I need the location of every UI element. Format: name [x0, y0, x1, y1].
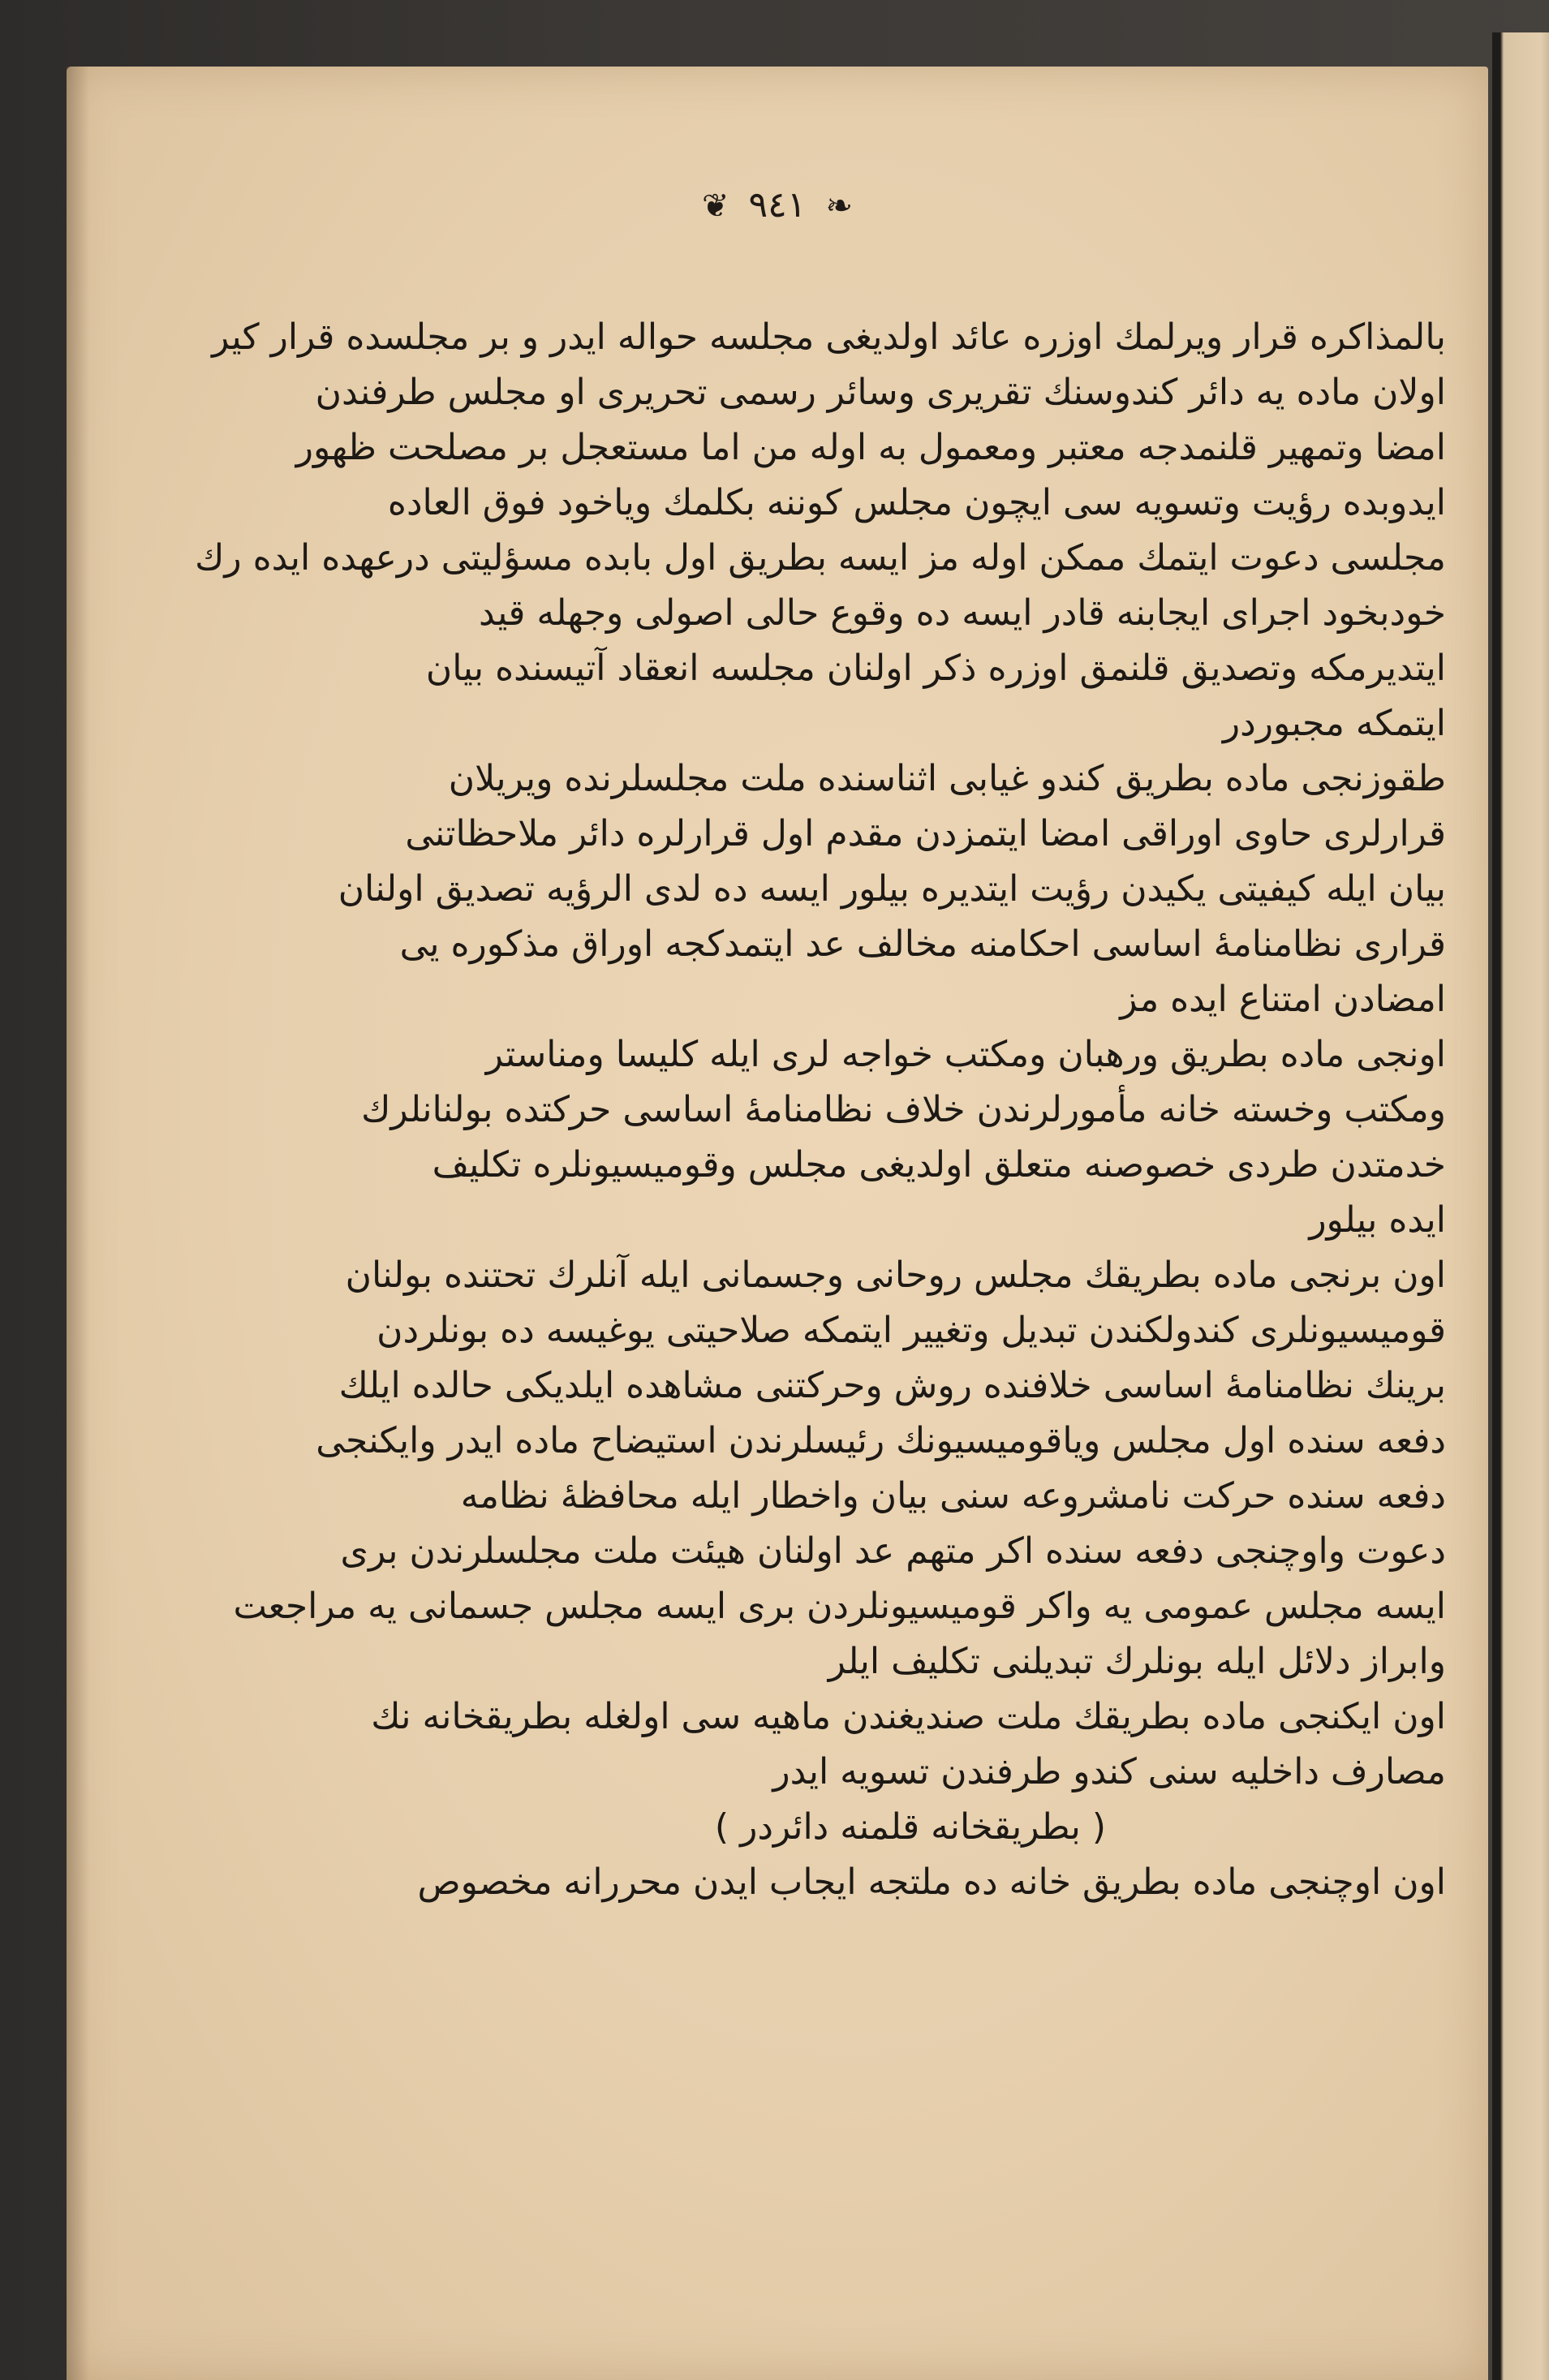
article-heading-line: اون ایکنجی ماده بطریقك ملت صندیغندن ماهیه سی اولغله بطریقخانه نك: [371, 1696, 1446, 1737]
text-line: ومکتب وخسته خانه مأمورلرندن خلاف نظامنامهٔ اساسی حرکتده بولنانلرك: [361, 1089, 1446, 1130]
page-header: [67, 184, 1488, 226]
text-line: مصارف داخلیه سنی کندو طرفندن تسویه ایدر: [772, 1751, 1446, 1793]
text-line: خودبخود اجرای ایجابنه قادر ایسه ده وقوع حالی اصولی وجهله قید: [479, 592, 1446, 634]
article-heading-line: اون اوچنجی ماده بطریق خانه ده ملتجه ایجاب ایدن محررانه مخصوص: [417, 1861, 1446, 1903]
text-line: ایتدیرمکه وتصدیق قلنمق اوزره ذکر اولنان مجلسه انعقاد آتیسنده بیان: [425, 648, 1446, 689]
article-heading-line: اونجی ماده بطریق ورهبان ومکتب خواجه لری ایله کلیسا ومناستر: [485, 1034, 1446, 1075]
ornament-left-icon: ❦: [702, 187, 729, 225]
ornament-right-icon: ❧: [825, 187, 853, 225]
article-heading-line: طقوزنجی ماده بطریق کندو غیابی اثناسنده ملت مجلسلرنده ویریلان: [448, 758, 1446, 799]
book-page: [67, 67, 1488, 2380]
text-line: ایسه مجلس عمومی یه واکر قومیسیونلردن بری ایسه مجلس جسمانی یه مراجعت: [233, 1586, 1446, 1627]
text-line: ایتمکه مجبوردر: [1222, 703, 1446, 744]
text-line: اولان ماده یه دائر کندوسنك تقریری وسائر رسمی تحریری او مجلس طرفندن: [315, 372, 1446, 413]
text-line: خدمتدن طردی خصوصنه متعلق اولدیغی مجلس وقومیسیونلره تکلیف: [432, 1144, 1446, 1186]
text-line: امضادن امتناع ایده مز: [1120, 979, 1446, 1020]
text-line: قراری نظامنامهٔ اساسی احکامنه مخالف عد ایتمدکجه اوراق مذکوره یی: [399, 923, 1446, 965]
text-line: قومیسیونلری کندولکندن تبدیل وتغییر ایتمکه صلاحیتی یوغیسه ده بونلردن: [376, 1310, 1446, 1351]
text-line: وابراز دلائل ایله بونلرك تبدیلنی تکلیف ایلر: [828, 1641, 1446, 1682]
text-line: دعوت واوچنجی دفعه سنده اکر متهم عد اولنان هیئت ملت مجلسلرندن بری: [340, 1530, 1446, 1572]
text-line: دفعه سنده حرکت نامشروعه سنی بیان واخطار ایله محافظهٔ نظامه: [460, 1475, 1446, 1517]
section-heading: ( بطریقخانه قلمنه دائردر ): [714, 1806, 1107, 1848]
text-line: ایدوبده رؤیت وتسویه سی ایچون مجلس کوننه بکلمك ویاخود فوق العاده: [387, 482, 1446, 523]
text-line: بالمذاكره قرار ویرلمك اوزره عائد اولدیغی مجلسه حواله ایدر و بر مجلسده قرار کیر: [212, 316, 1446, 358]
text-line: بیان ایله کیفیتی یکیدن رؤیت ایتدیره بیلور ایسه ده لدی الرؤیه تصدیق اولنان: [338, 868, 1446, 910]
text-line: قرارلری حاوی اوراقی امضا ایتمزدن مقدم اول قرارلره دائر ملاحظاتنی: [405, 813, 1446, 854]
text-line: امضا وتمهیر قلنمدجه معتبر ومعمول به اوله من اما مستعجل بر مصلحت ظهور: [295, 427, 1446, 468]
article-heading-line: اون برنجی ماده بطریقك مجلس روحانی وجسمانی ایله آنلرك تحتنده بولنان: [345, 1255, 1446, 1296]
page-body-text: [195, 310, 1446, 1910]
text-line: مجلسی دعوت ایتمك ممکن اوله مز ایسه بطریق اول بابده مسؤلیتی درعهده ایده رك: [195, 537, 1446, 579]
next-page-edge: [1492, 32, 1549, 2380]
text-line: برینك نظامنامهٔ اساسی خلافنده روش وحرکتنی مشاهده ایلدیکی حالده ایلك: [338, 1365, 1446, 1406]
page-number: ٩٤١: [748, 184, 807, 226]
text-line: دفعه سنده اول مجلس ویاقومیسیونك رئیسلرندن استیضاح ماده ایدر وایکنجی: [316, 1420, 1446, 1461]
text-line: ایده بیلور: [1309, 1199, 1446, 1241]
